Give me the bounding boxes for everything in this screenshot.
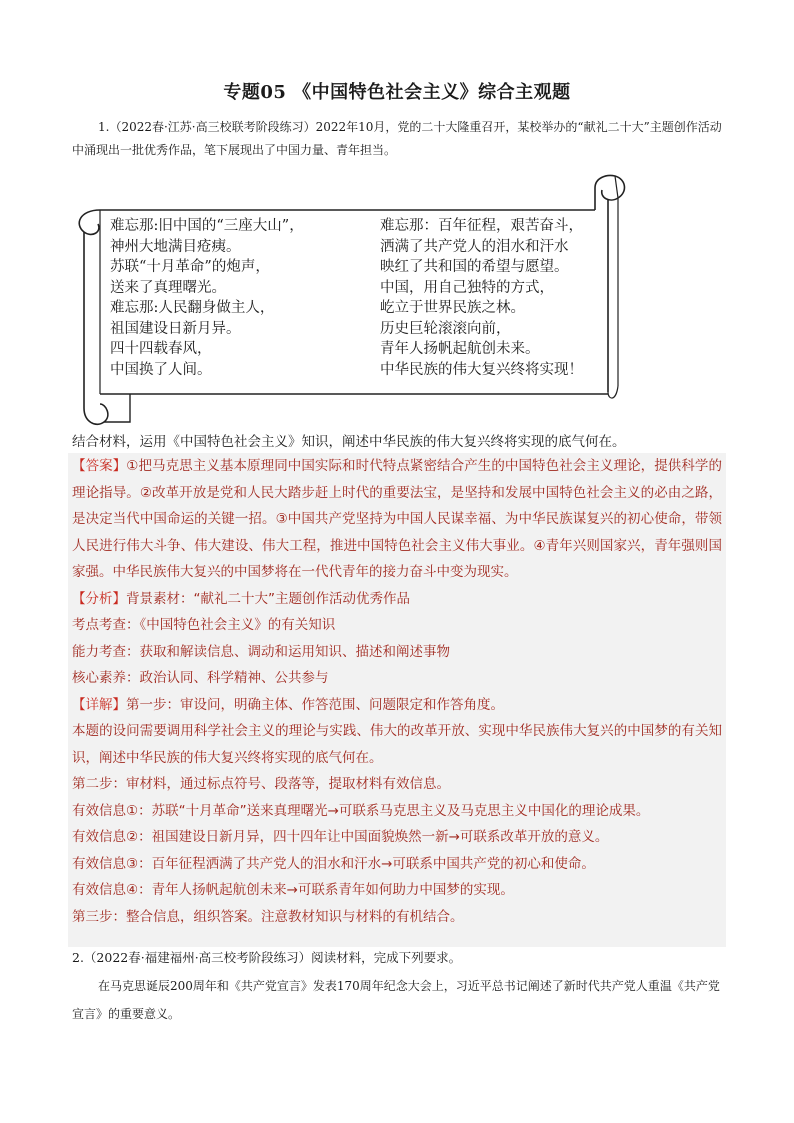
detail-text: 第一步：审设问，明确主体、作答范围、问题限定和作答角度。 (126, 696, 504, 713)
answer-section (68, 453, 726, 947)
step-3-line: 第三步：整合信息，组织答案。注意教材知识与材料的有机结合。 (72, 908, 464, 925)
poem-scroll (70, 172, 630, 430)
question-2-material: 在马克思诞辰200周年和《共产党宣言》发表170周年纪念大会上，习近平总书记阐述了新时代共产党人重温《共产党宣言》的重要意义。 (72, 979, 720, 1021)
answer-paragraph (72, 453, 722, 586)
poem-right-column (380, 216, 583, 380)
poem-line: 苏联“十月革命”的炮声， (110, 259, 270, 275)
question-1-intro: 1.（2022春·江苏·高三校联考阶段练习）2022年10月，党的二十大隆重召开，某校举办的“献礼二十大”主题创作活动中涌现出一批优秀作品，笔下展现出了中国力量、青年担当。 (72, 120, 722, 157)
suyang-line: 核心素养：政治认同、科学精神、公共参与 (72, 670, 329, 686)
poem-left-column (110, 216, 304, 380)
poem-line: 难忘那:人民翻身做主人， (110, 300, 275, 316)
poem-line: 屹立于世界民族之林。 (380, 300, 525, 316)
poem-line: 祖国建设日新月异。 (110, 320, 241, 337)
nengli-line: 能力考查：获取和解读信息、调动和运用知识、描述和阐述事物 (72, 643, 450, 660)
answer-tag: 【答案】 (72, 458, 127, 474)
poem-line: 四十四载春风， (110, 341, 212, 357)
question-2-intro: 2.（2022春·福建福州·高三校考阶段练习）阅读材料，完成下列要求。 (72, 950, 462, 965)
question-1-prompt: 结合材料，运用《中国特色社会主义》知识，阐述中华民族的伟大复兴终将实现的底气何在。 (72, 434, 626, 450)
analysis-line (72, 586, 722, 613)
info-2-line: 有效信息②：祖国建设日新月异，四十四年让中国面貌焕然一新→可联系改革开放的意义。 (72, 829, 609, 845)
poem-line: 神州大地满目疮痍。 (110, 238, 241, 255)
analysis-tag: 【分析】 (72, 590, 126, 607)
poem-line: 中国换了人间。 (110, 361, 212, 378)
detail-paragraph: 本题的设问需要调用科学社会主义的理论与实践、伟大的改革开放、实现中华民族伟大复兴的中国梦的有关知识，阐述中华民族的伟大复兴终将实现的底气何在。 (72, 723, 722, 766)
detail-line (72, 692, 722, 719)
step-2-line: 第二步：审材料，通过标点符号、段落等，提取材料有效信息。 (72, 776, 450, 792)
detail-tag: 【详解】 (72, 696, 126, 713)
answer-text: ①把马克思主义基本原理同中国实际和时代特点紧密结合产生的中国特色社会主义理论，提供科学的理论指导。②改革开放是党和人民大踏步赶上时代的重要法宝，是坚持和发展中国特色社会主义的必由之路，是决定当代中国命运的关键一招。③中国共产党坚持为中国人民谋幸福、为中华民族谋复兴的初心使命，带领人民进行伟大斗争、伟大建设、伟大工程，推进中国特色社会主义伟大事业。④青年兴则国家兴，青年强则国家强。中华民族伟大复兴的中国梦将在一代代青年的接力奋斗中变为现实。 (72, 458, 723, 580)
poem-line: 洒满了共产党人的泪水和汗水 (380, 238, 569, 255)
poem-line: 青年人扬帆起航创未来。 (380, 341, 540, 357)
poem-line: 中华民族的伟大复兴终将实现！ (380, 361, 583, 378)
info-4-line: 有效信息④：青年人扬帆起航创未来→可联系青年如何助力中国梦的实现。 (72, 882, 514, 898)
kaodian-line: 考点考查：《中国特色社会主义》的有关知识 (72, 617, 336, 633)
poem-line: 难忘那：百年征程，艰苦奋斗， (380, 218, 583, 234)
poem-line: 难忘那:旧中国的“三座大山”， (110, 218, 304, 234)
poem-line: 送来了真理曙光。 (110, 279, 226, 296)
info-3-line: 有效信息③：百年征程洒满了共产党人的泪水和汗水→可联系中国共产党的初心和使命。 (72, 855, 595, 872)
poem-line: 历史巨轮滚滚向前， (380, 320, 511, 337)
poem-line: 中国，用自己独特的方式， (380, 279, 554, 296)
analysis-text: 背景素材：“献礼二十大”主题创作活动优秀作品 (126, 590, 410, 607)
page-title: 专题05 《中国特色社会主义》综合主观题 (223, 82, 571, 103)
info-1-line: 有效信息①：苏联“十月革命”送来真理曙光→可联系马克思主义及马克思主义中国化的理论成果。 (72, 802, 650, 819)
poem-line: 映红了共和国的希望与愿望。 (380, 259, 569, 275)
